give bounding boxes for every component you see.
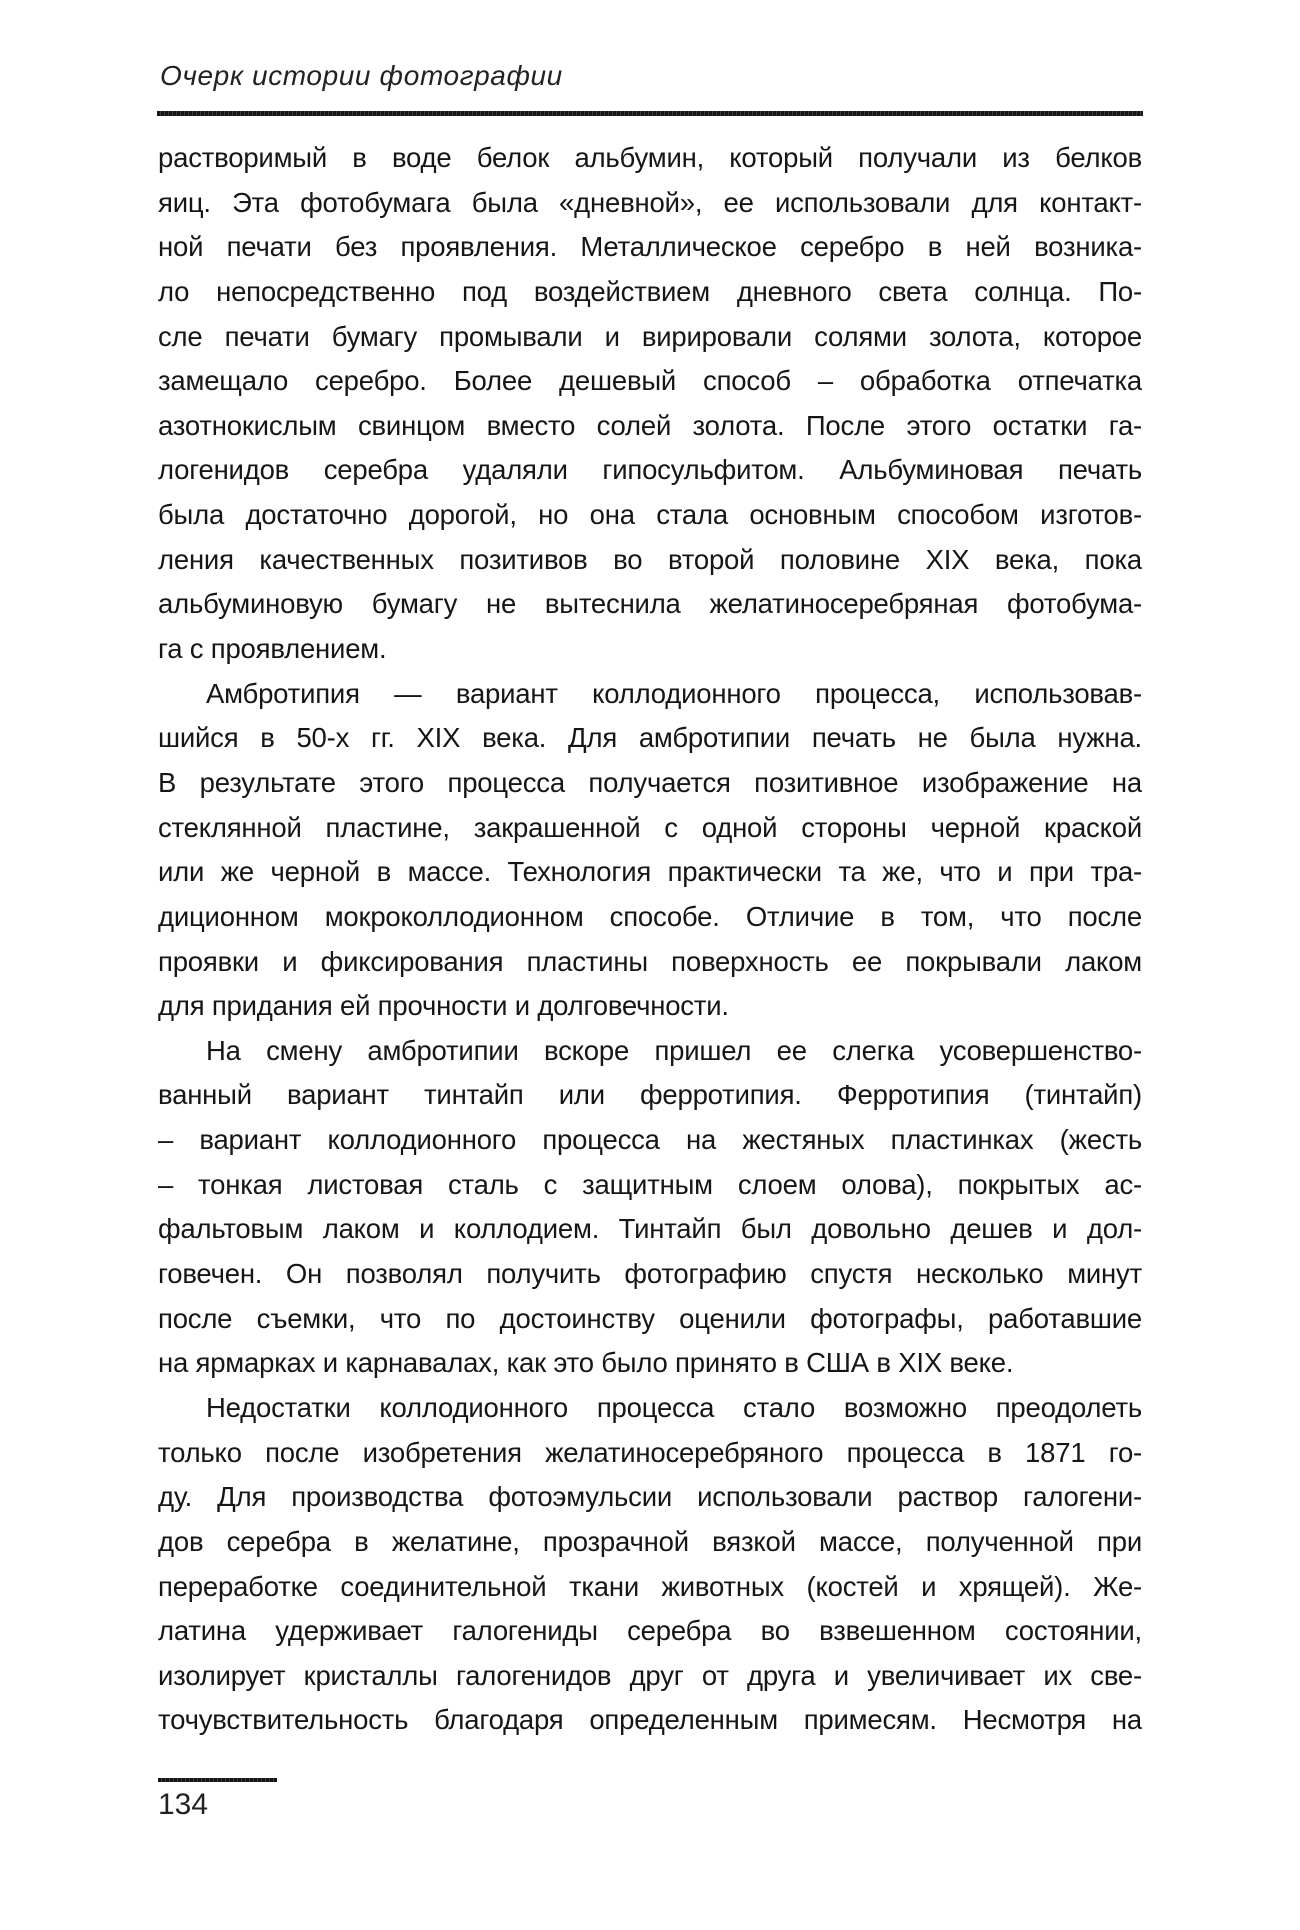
text-line: ло непосредственно под воздействием дневного света солнца. По- (158, 275, 1142, 307)
text-line: На смену амбротипии вскоре пришел ее слегка усовершенство- (206, 1034, 1142, 1066)
header-rule (157, 111, 1143, 116)
text-line: фальтовым лаком и коллодием. Тинтайп был довольно дешев и дол- (158, 1213, 1142, 1245)
running-head-title: Очерк истории фотографии (160, 60, 563, 91)
text-line: га с проявлением. (158, 633, 387, 665)
text-line: проявки и фиксирования пластины поверхность ее покрывали лаком (158, 945, 1142, 977)
text-block (158, 136, 1142, 1743)
text-line: ной печати без проявления. Металлическое серебро в ней возника- (158, 231, 1142, 263)
text-line: только после изобретения желатиносеребряного процесса в 1871 го- (158, 1436, 1142, 1468)
text-line: латина удерживает галогениды серебра во взвешенном состоянии, (158, 1615, 1142, 1647)
text-line: после съемки, что по достоинству оценили фотографы, работавшие (158, 1302, 1142, 1334)
text-line: – тонкая листовая сталь с защитным слоем олова), покрытых ас- (158, 1168, 1142, 1200)
text-line: азотнокислым свинцом вместо солей золота. После этого остатки га- (158, 409, 1142, 441)
text-line: Амбротипия — вариант коллодионного процесса, использовав- (206, 677, 1142, 709)
text-line: – вариант коллодионного процесса на жестяных пластинках (жесть (158, 1124, 1142, 1156)
text-line: диционном мокроколлодионном способе. Отличие в том, что после (158, 900, 1142, 932)
text-line: говечен. Он позволял получить фотографию спустя несколько минут (158, 1258, 1142, 1290)
text-line: ления качественных позитивов во второй половине XIX века, пока (158, 543, 1142, 575)
text-line: шийся в 50-х гг. XIX века. Для амбротипии печать не была нужна. (158, 722, 1142, 754)
text-line: переработке соединительной ткани животных (костей и хрящей). Же- (158, 1570, 1142, 1602)
text-line: замещало серебро. Более дешевый способ – обработка отпечатка (158, 365, 1142, 397)
text-line: В результате этого процесса получается позитивное изображение на (158, 766, 1142, 798)
text-line: яиц. Эта фотобумага была «дневной», ее использовали для контакт- (158, 186, 1142, 218)
footer-rule (158, 1778, 277, 1782)
text-line: ванный вариант тинтайп или ферротипия. Ферротипия (тинтайп) (158, 1079, 1142, 1111)
text-line: точувствительность благодаря определенным примесям. Несмотря на (158, 1704, 1142, 1736)
text-line: ду. Для производства фотоэмульсии использовали раствор галогени- (158, 1481, 1142, 1513)
text-line: логенидов серебра удаляли гипосульфитом. Альбуминовая печать (158, 454, 1142, 486)
text-line: стеклянной пластине, закрашенной с одной стороны черной краской (158, 811, 1142, 843)
text-line: или же черной в массе. Технология практически та же, что и при тра- (158, 856, 1142, 888)
text-line: сле печати бумагу промывали и вирировали солями золота, которое (158, 320, 1142, 352)
text-line: на ярмарках и карнавалах, как это было принято в США в XIX веке. (158, 1347, 1014, 1379)
text-line: дов серебра в желатине, прозрачной вязкой массе, полученной при (158, 1525, 1142, 1557)
page-number: 134 (158, 1788, 209, 1821)
text-line: Недостатки коллодионного процесса стало возможно преодолеть (206, 1391, 1142, 1423)
text-line: растворимый в воде белок альбумин, который получали из белков (158, 142, 1142, 173)
text-line: альбуминовую бумагу не вытеснила желатиносеребряная фотобума- (158, 588, 1142, 620)
text-line: для придания ей прочности и долговечности. (158, 990, 729, 1022)
text-line: была достаточно дорогой, но она стала основным способом изготов- (158, 499, 1142, 531)
text-line: изолирует кристаллы галогенидов друг от друга и увеличивает их све- (158, 1659, 1142, 1691)
